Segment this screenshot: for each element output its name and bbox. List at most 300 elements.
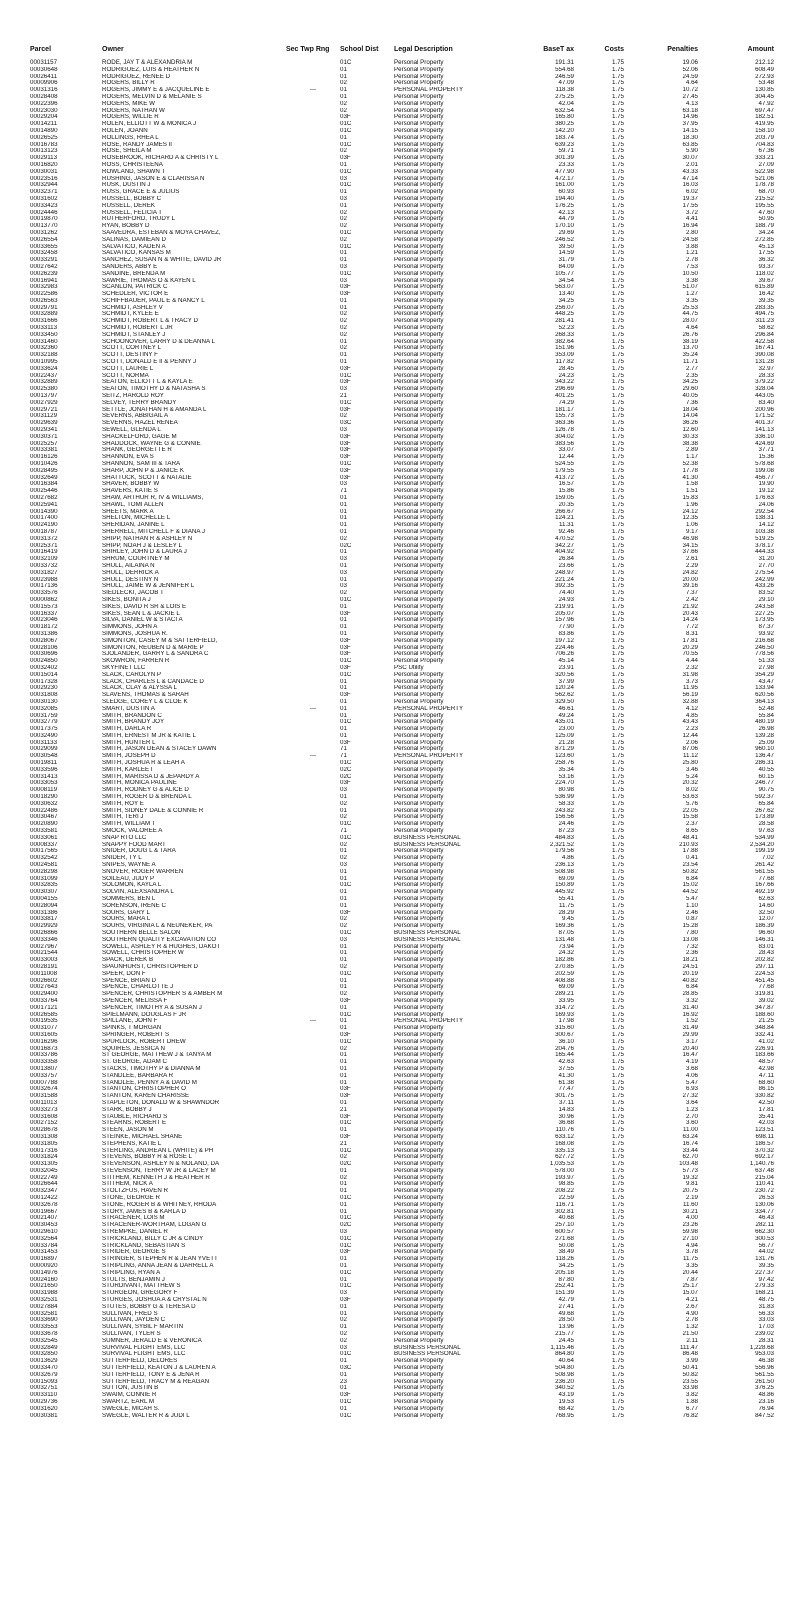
cell-owner: RUSSELL, DEREK bbox=[102, 202, 155, 209]
cell-sec-twp-rng bbox=[286, 278, 340, 285]
cell-penalties: 3.60 bbox=[685, 1120, 698, 1127]
cell-owner: SCHMIDT, ASHLEY V bbox=[102, 304, 163, 311]
table-row bbox=[30, 468, 774, 475]
cell-sec-twp-rng bbox=[286, 332, 340, 339]
cell-legal-description: Personal Property bbox=[394, 726, 444, 733]
cell-base-tax: 266.67 bbox=[555, 508, 574, 515]
cell-sec-twp-rng bbox=[286, 1148, 340, 1155]
cell-base-tax: 23.33 bbox=[558, 161, 574, 168]
cell-base-tax: 151.96 bbox=[555, 345, 574, 352]
cell-school-dist: 01C bbox=[340, 399, 352, 406]
cell-amount: 110.41 bbox=[755, 1181, 774, 1188]
cell-owner: SURVIVAL FLIGHT EMS, LLC bbox=[102, 1344, 186, 1351]
cell-sec-twp-rng bbox=[286, 1080, 340, 1087]
cell-owner: STRIPLING, RYAN A bbox=[102, 1269, 161, 1276]
cell-parcel: 00032188 bbox=[30, 352, 58, 359]
cell-sec-twp-rng bbox=[286, 808, 340, 815]
cell-parcel: 00026602 bbox=[30, 977, 58, 984]
cell-owner: SHRUM, COURTNEY M bbox=[102, 556, 170, 563]
cell-sec-twp-rng: --- bbox=[309, 87, 317, 94]
cell-costs: 1.75 bbox=[611, 1086, 624, 1093]
cell-parcel: 00031988 bbox=[30, 1290, 58, 1297]
cell-amount: 7.02 bbox=[761, 855, 774, 862]
cell-owner: SCHOONOVER, LARRY D & DEANNA L bbox=[102, 338, 215, 345]
table-row bbox=[30, 944, 774, 951]
cell-school-dist: 01C bbox=[340, 243, 352, 250]
table-row bbox=[30, 522, 774, 529]
cell-legal-description: Personal Property bbox=[394, 379, 444, 386]
cell-amount: 44.02 bbox=[758, 1249, 774, 1256]
cell-school-dist: 01 bbox=[340, 732, 347, 739]
cell-penalties: 35.24 bbox=[682, 352, 698, 359]
cell-base-tax: 46.61 bbox=[558, 705, 574, 712]
table-row bbox=[30, 427, 774, 434]
cell-school-dist: 01C bbox=[340, 182, 352, 189]
cell-school-dist: 01C bbox=[340, 719, 352, 726]
cell-legal-description: Personal Property bbox=[394, 1331, 444, 1338]
cell-legal-description: Personal Property bbox=[394, 848, 444, 855]
cell-legal-description: Personal Property bbox=[394, 1086, 444, 1093]
cell-school-dist: 03F bbox=[340, 155, 351, 162]
table-row bbox=[30, 950, 774, 957]
cell-legal-description: Personal Property bbox=[394, 963, 444, 970]
cell-school-dist: 01C bbox=[340, 1011, 352, 1018]
cell-parcel: 00004155 bbox=[30, 896, 58, 903]
cell-school-dist: 01 bbox=[340, 1167, 347, 1174]
cell-costs: 1.75 bbox=[611, 1290, 624, 1297]
cell-owner: STEVENSON, ASHLEY N & NOLAND, DA bbox=[102, 1161, 220, 1168]
cell-base-tax: 87.05 bbox=[558, 930, 574, 936]
cell-school-dist: 01C bbox=[340, 760, 352, 767]
cell-costs: 1.75 bbox=[611, 1031, 624, 1038]
cell-legal-description: Personal Property bbox=[394, 80, 444, 87]
cell-penalties: 23.54 bbox=[682, 862, 698, 869]
cell-school-dist: 03 bbox=[340, 386, 347, 393]
cell-school-dist: 03 bbox=[340, 263, 347, 270]
cell-costs: 1.75 bbox=[611, 291, 624, 298]
cell-sec-twp-rng bbox=[286, 998, 340, 1005]
cell-sec-twp-rng bbox=[286, 74, 340, 81]
cell-legal-description: Personal Property bbox=[394, 1297, 444, 1304]
cell-school-dist: 01 bbox=[340, 134, 347, 141]
cell-legal-description: Personal Property bbox=[394, 1412, 444, 1419]
cell-parcel: 00032850 bbox=[30, 1351, 58, 1358]
cell-school-dist: 01 bbox=[340, 522, 347, 529]
cell-sec-twp-rng bbox=[286, 889, 340, 896]
cell-owner: RUSS, GRACE E & JULIUS bbox=[102, 189, 180, 196]
cell-legal-description: Personal Property bbox=[394, 1127, 444, 1134]
cell-parcel: 00029113 bbox=[30, 155, 58, 162]
cell-amount: 23.16 bbox=[758, 1398, 774, 1405]
cell-amount: 182.51 bbox=[755, 114, 774, 121]
cell-base-tax: 34.25 bbox=[558, 1263, 574, 1270]
cell-sec-twp-rng bbox=[286, 1134, 340, 1141]
cell-school-dist: 01 bbox=[340, 1310, 347, 1317]
cell-school-dist: 03F bbox=[340, 447, 351, 454]
cell-sec-twp-rng bbox=[286, 1379, 340, 1386]
cell-base-tax: 335.13 bbox=[555, 1147, 574, 1154]
cell-costs: 1.75 bbox=[611, 596, 624, 603]
cell-base-tax: 37.55 bbox=[558, 1065, 574, 1072]
cell-costs: 1.75 bbox=[611, 127, 624, 134]
cell-amount: 31.20 bbox=[758, 556, 774, 563]
cell-amount: 46.43 bbox=[758, 1215, 774, 1222]
cell-owner: STURGES, JOSHUA A & CRYSTAL N bbox=[102, 1297, 207, 1304]
cell-costs: 1.75 bbox=[611, 1154, 624, 1161]
cell-legal-description: Personal Property bbox=[394, 1106, 444, 1113]
cell-amount: 17.55 bbox=[758, 250, 774, 257]
cell-amount: 561.55 bbox=[755, 868, 774, 875]
table-row bbox=[30, 604, 774, 611]
cell-legal-description: Personal Property bbox=[394, 304, 444, 311]
cell-parcel: 00033596 bbox=[30, 766, 58, 773]
cell-amount: 296.84 bbox=[755, 331, 774, 338]
cell-legal-description: Personal Property bbox=[394, 134, 444, 141]
cell-legal-description: Personal Property bbox=[394, 1093, 444, 1100]
cell-school-dist: 03F bbox=[340, 379, 351, 386]
cell-costs: 1.75 bbox=[611, 610, 624, 617]
cell-school-dist: 01 bbox=[340, 685, 347, 692]
cell-base-tax: 208.22 bbox=[555, 1188, 574, 1195]
cell-sec-twp-rng bbox=[286, 828, 340, 835]
cell-base-tax: 13.40 bbox=[558, 291, 574, 298]
cell-penalties: 43.33 bbox=[682, 168, 698, 175]
cell-parcel: 00012422 bbox=[30, 1195, 58, 1202]
cell-school-dist: 03 bbox=[340, 427, 347, 434]
cell-penalties: 4.85 bbox=[685, 712, 698, 719]
cell-base-tax: 706.26 bbox=[555, 651, 574, 658]
cell-owner: SMITH, ERNEST M JR & KATIE L bbox=[102, 732, 196, 739]
table-row bbox=[30, 910, 774, 917]
cell-school-dist: 01C bbox=[340, 1147, 352, 1154]
cell-sec-twp-rng bbox=[286, 182, 340, 189]
cell-penalties: 4.06 bbox=[685, 1072, 698, 1079]
cell-amount: 68.60 bbox=[758, 1079, 774, 1086]
cell-base-tax: 37.11 bbox=[558, 1099, 574, 1106]
cell-legal-description: Personal Property bbox=[394, 1072, 444, 1079]
cell-sec-twp-rng bbox=[286, 1311, 340, 1318]
cell-costs: 1.75 bbox=[611, 1303, 624, 1310]
cell-costs: 1.75 bbox=[611, 916, 624, 923]
cell-legal-description: Personal Property bbox=[394, 997, 444, 1004]
cell-costs: 1.75 bbox=[611, 746, 624, 753]
table-row bbox=[30, 271, 774, 278]
cell-owner: STORY, JAMES B & KARLA D bbox=[102, 1208, 186, 1215]
cell-sec-twp-rng bbox=[286, 359, 340, 366]
cell-base-tax: 19.53 bbox=[558, 1398, 574, 1405]
table-row bbox=[30, 393, 774, 400]
cell-costs: 1.75 bbox=[611, 991, 624, 998]
cell-legal-description: Personal Property bbox=[394, 59, 444, 66]
cell-penalties: 24.51 bbox=[682, 963, 698, 970]
cell-base-tax: 60.93 bbox=[558, 189, 574, 196]
cell-school-dist: 01 bbox=[340, 984, 347, 991]
cell-school-dist: 01 bbox=[340, 576, 347, 583]
cell-costs: 1.75 bbox=[611, 1378, 624, 1385]
cell-penalties: 3.78 bbox=[685, 1249, 698, 1256]
cell-penalties: 52.06 bbox=[682, 66, 698, 73]
cell-school-dist: 02C bbox=[340, 542, 352, 549]
table-row bbox=[30, 889, 774, 896]
cell-owner: SMOCK, VALOREE A bbox=[102, 828, 163, 835]
cell-base-tax: 508.98 bbox=[555, 868, 574, 875]
cell-base-tax: 161.00 bbox=[555, 182, 574, 189]
cell-amount: 131.28 bbox=[755, 359, 774, 366]
cell-owner: SEVERNS, HAZEL RENEA bbox=[102, 420, 178, 427]
cell-parcel: 00031588 bbox=[30, 1093, 58, 1100]
cell-school-dist: 03 bbox=[340, 1290, 347, 1297]
cell-parcel: 00031262 bbox=[30, 229, 58, 236]
cell-costs: 1.75 bbox=[611, 1215, 624, 1222]
table-row bbox=[30, 142, 774, 149]
cell-amount: 330.82 bbox=[755, 1093, 774, 1100]
cell-sec-twp-rng bbox=[286, 950, 340, 957]
cell-legal-description: PSC Utility bbox=[394, 664, 424, 671]
cell-amount: 139.28 bbox=[755, 732, 774, 739]
cell-sec-twp-rng bbox=[286, 1012, 340, 1019]
cell-parcel: 00011008 bbox=[30, 970, 58, 977]
cell-penalties: 14.15 bbox=[682, 127, 698, 134]
cell-parcel: 00016419 bbox=[30, 549, 58, 556]
cell-base-tax: 270.85 bbox=[555, 963, 574, 970]
cell-legal-description: Personal Property bbox=[394, 1201, 444, 1208]
cell-amount: 173.89 bbox=[755, 814, 774, 821]
cell-costs: 1.75 bbox=[611, 1181, 624, 1188]
cell-legal-description: BUSINESS PERSONAL bbox=[394, 841, 461, 848]
cell-legal-description: Personal Property bbox=[394, 189, 444, 196]
table-row bbox=[30, 1059, 774, 1066]
cell-legal-description: Personal Property bbox=[394, 386, 444, 393]
cell-penalties: 20.19 bbox=[682, 970, 698, 977]
table-row bbox=[30, 1066, 774, 1073]
cell-owner: SURVIVAL FLIGHT EMS, LLC bbox=[102, 1351, 186, 1358]
cell-amount: 282.11 bbox=[755, 1222, 774, 1229]
cell-base-tax: 236.20 bbox=[555, 1378, 574, 1385]
cell-owner: SUTTERFIELD, TRACY M & REAGAN bbox=[102, 1378, 210, 1385]
cell-penalties: 3.35 bbox=[685, 1263, 698, 1270]
cell-parcel: 00016296 bbox=[30, 1038, 58, 1045]
cell-amount: 188.60 bbox=[755, 1011, 774, 1018]
cell-sec-twp-rng bbox=[286, 957, 340, 964]
cell-sec-twp-rng bbox=[286, 556, 340, 563]
cell-amount: 93.37 bbox=[758, 263, 774, 270]
cell-costs: 1.75 bbox=[611, 467, 624, 474]
cell-base-tax: 268.33 bbox=[555, 331, 574, 338]
cell-amount: 130.85 bbox=[755, 87, 774, 94]
cell-parcel: 00023988 bbox=[30, 576, 58, 583]
cell-amount: 96.60 bbox=[758, 930, 774, 936]
cell-penalties: 27.10 bbox=[682, 1235, 698, 1242]
cell-school-dist: 03F bbox=[340, 114, 351, 121]
cell-legal-description: Personal Property bbox=[394, 855, 444, 862]
cell-sec-twp-rng bbox=[286, 685, 340, 692]
cell-penalties: 6.84 bbox=[685, 875, 698, 882]
cell-legal-description: Personal Property bbox=[394, 719, 444, 726]
cell-school-dist: 03 bbox=[340, 556, 347, 563]
cell-costs: 1.75 bbox=[611, 1093, 624, 1100]
cell-amount: 522.98 bbox=[755, 168, 774, 175]
cell-legal-description: Personal Property bbox=[394, 1398, 444, 1405]
cell-costs: 1.75 bbox=[611, 719, 624, 726]
cell-base-tax: 151.39 bbox=[555, 1290, 574, 1297]
cell-penalties: 25.53 bbox=[682, 304, 698, 311]
cell-penalties: 17.55 bbox=[682, 202, 698, 209]
cell-parcel: 00025371 bbox=[30, 542, 58, 549]
cell-parcel: 00028067 bbox=[30, 637, 58, 644]
cell-legal-description: Personal Property bbox=[394, 1004, 444, 1011]
cell-amount: 556.96 bbox=[755, 1365, 774, 1371]
cell-sec-twp-rng bbox=[286, 1168, 340, 1175]
table-row bbox=[30, 978, 774, 985]
cell-costs: 1.75 bbox=[611, 216, 624, 223]
cell-costs: 1.75 bbox=[611, 1079, 624, 1086]
cell-base-tax: 193.97 bbox=[555, 1174, 574, 1181]
cell-parcel: 00029610 bbox=[30, 1229, 58, 1236]
cell-costs: 1.75 bbox=[611, 311, 624, 318]
cell-parcel: 00029099 bbox=[30, 746, 58, 753]
cell-costs: 1.75 bbox=[611, 1242, 624, 1249]
cell-amount: 168.21 bbox=[755, 1290, 774, 1297]
cell-parcel: 00014976 bbox=[30, 1269, 58, 1276]
cell-penalties: 11.00 bbox=[682, 1127, 698, 1134]
cell-penalties: 103.48 bbox=[679, 1161, 698, 1168]
cell-legal-description: Personal Property bbox=[394, 923, 444, 930]
cell-penalties: 18.21 bbox=[682, 957, 698, 964]
cell-legal-description: Personal Property bbox=[394, 780, 444, 787]
cell-base-tax: 1,115.46 bbox=[550, 1344, 574, 1351]
cell-costs: 1.75 bbox=[611, 331, 624, 338]
cell-school-dist: 01C bbox=[340, 821, 352, 828]
cell-costs: 1.75 bbox=[611, 379, 624, 386]
cell-amount: 43.47 bbox=[758, 678, 774, 685]
cell-penalties: 1.88 bbox=[685, 1398, 698, 1405]
col-header-costs: Costs bbox=[604, 46, 624, 53]
cell-sec-twp-rng bbox=[286, 699, 340, 706]
cell-amount: 202.82 bbox=[755, 957, 774, 964]
cell-school-dist: 01C bbox=[340, 168, 352, 175]
cell-legal-description: Personal Property bbox=[394, 943, 444, 950]
cell-parcel: 00030130 bbox=[30, 698, 58, 705]
cell-owner: SHARP, JOHN P & JANICE K bbox=[102, 467, 184, 474]
cell-sec-twp-rng bbox=[286, 1345, 340, 1352]
cell-costs: 1.75 bbox=[611, 155, 624, 162]
cell-penalties: 2.42 bbox=[685, 596, 698, 603]
table-row bbox=[30, 223, 774, 230]
cell-school-dist: 01 bbox=[340, 87, 347, 94]
table-row bbox=[30, 1052, 774, 1059]
cell-penalties: 3.32 bbox=[685, 997, 698, 1004]
cell-sec-twp-rng bbox=[286, 468, 340, 475]
cell-base-tax: 45.14 bbox=[558, 658, 574, 665]
cell-school-dist: 02 bbox=[340, 331, 347, 338]
cell-owner: RODE, JAY T & ALEXANDRIA M bbox=[102, 59, 193, 66]
cell-sec-twp-rng bbox=[286, 971, 340, 978]
cell-costs: 1.75 bbox=[611, 828, 624, 835]
table-row bbox=[30, 1039, 774, 1046]
cell-legal-description: Personal Property bbox=[394, 236, 444, 243]
cell-sec-twp-rng bbox=[286, 638, 340, 645]
cell-base-tax: 169.93 bbox=[555, 1011, 574, 1018]
cell-amount: 242.99 bbox=[755, 576, 774, 583]
cell-school-dist: 03F bbox=[340, 692, 351, 699]
cell-base-tax: 36.68 bbox=[558, 1120, 574, 1127]
cell-penalties: 38.38 bbox=[682, 440, 698, 447]
cell-sec-twp-rng bbox=[286, 223, 340, 230]
table-row bbox=[30, 298, 774, 305]
cell-sec-twp-rng bbox=[286, 1406, 340, 1413]
table-row bbox=[30, 305, 774, 312]
cell-penalties: 44.75 bbox=[682, 311, 698, 318]
cell-sec-twp-rng bbox=[286, 434, 340, 441]
cell-amount: 370.32 bbox=[755, 1147, 774, 1154]
cell-base-tax: 4.86 bbox=[561, 855, 574, 862]
cell-penalties: 11.75 bbox=[682, 1256, 698, 1263]
cell-owner: SHULL, AILAINA N bbox=[102, 562, 155, 569]
cell-owner: STAUBLE, RICHARD S bbox=[102, 1113, 168, 1120]
cell-legal-description: Personal Property bbox=[394, 1337, 444, 1344]
cell-parcel: 00028191 bbox=[30, 963, 58, 970]
table-row bbox=[30, 108, 774, 115]
cell-owner: STACKS, TIMOTHY P & DIANNA M bbox=[102, 1065, 201, 1072]
cell-sec-twp-rng bbox=[286, 427, 340, 434]
cell-costs: 1.75 bbox=[611, 1195, 624, 1202]
cell-sec-twp-rng bbox=[286, 230, 340, 237]
cell-sec-twp-rng bbox=[286, 162, 340, 169]
table-row bbox=[30, 760, 774, 767]
cell-amount: 28.58 bbox=[758, 821, 774, 828]
cell-owner: SIMMONS, JOHN A bbox=[102, 624, 158, 631]
cell-legal-description: Personal Property bbox=[394, 828, 444, 835]
cell-parcel: 00032581 bbox=[30, 1310, 58, 1317]
cell-base-tax: 329.50 bbox=[555, 698, 574, 705]
cell-amount: 42.03 bbox=[758, 1120, 774, 1127]
cell-school-dist: 01C bbox=[340, 141, 352, 148]
cell-parcel: 00032849 bbox=[30, 1344, 58, 1351]
cell-owner: SANDINE, BRENDA M bbox=[102, 270, 166, 277]
cell-base-tax: 21.28 bbox=[558, 739, 574, 746]
table-row bbox=[30, 1277, 774, 1284]
cell-legal-description: Personal Property bbox=[394, 1059, 444, 1066]
cell-costs: 1.75 bbox=[611, 1344, 624, 1351]
cell-legal-description: Personal Property bbox=[394, 1276, 444, 1283]
cell-penalties: 29.99 bbox=[682, 1031, 698, 1038]
cell-penalties: 2.37 bbox=[685, 821, 698, 828]
table-row bbox=[30, 114, 774, 121]
cell-school-dist: 03C bbox=[340, 420, 352, 427]
cell-penalties: 12.35 bbox=[682, 515, 698, 522]
cell-base-tax: 342.27 bbox=[555, 542, 574, 549]
cell-sec-twp-rng bbox=[286, 991, 340, 998]
cell-costs: 1.75 bbox=[611, 963, 624, 970]
cell-sec-twp-rng bbox=[286, 617, 340, 624]
cell-school-dist: 03F bbox=[340, 291, 351, 298]
cell-parcel: 00032779 bbox=[30, 719, 58, 726]
cell-sec-twp-rng bbox=[286, 325, 340, 332]
cell-parcel: 00031316 bbox=[30, 87, 58, 94]
table-row bbox=[30, 699, 774, 706]
cell-sec-twp-rng bbox=[286, 1066, 340, 1073]
cell-amount: 178.78 bbox=[755, 182, 774, 189]
table-row bbox=[30, 713, 774, 720]
cell-sec-twp-rng bbox=[286, 1222, 340, 1229]
cell-sec-twp-rng bbox=[286, 1073, 340, 1080]
cell-owner: SUTTERFIELD, KEATON J & LAUREN A bbox=[102, 1365, 216, 1371]
cell-legal-description: Personal Property bbox=[394, 1249, 444, 1256]
cell-legal-description: Personal Property bbox=[394, 1317, 444, 1324]
cell-owner: SEVERNS, ABBIGAIL A bbox=[102, 413, 169, 420]
cell-owner: SHULL, DERRICK A bbox=[102, 569, 159, 576]
table-row bbox=[30, 658, 774, 665]
